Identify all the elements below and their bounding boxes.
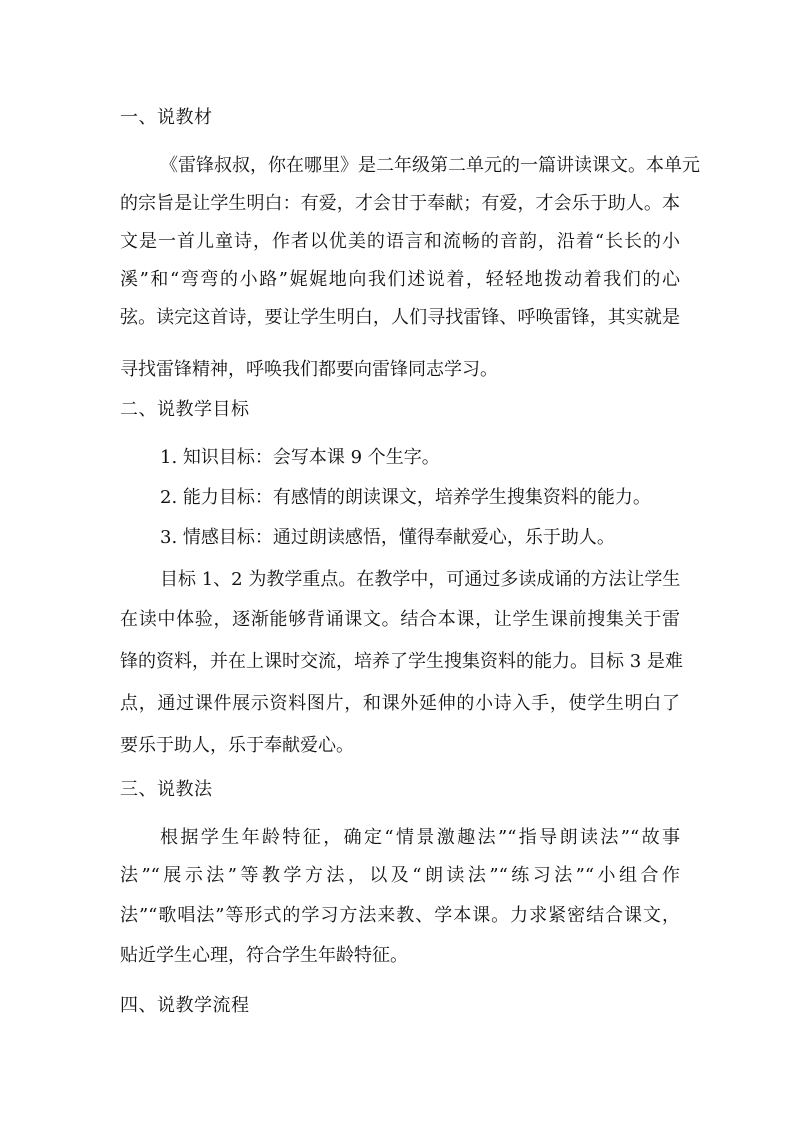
- paragraph-line: 根据学生年龄特征，确定“情景激趣法”“指导朗读法”“故事: [160, 827, 680, 848]
- paragraph-line: 溪”和“弯弯的小路”娓娓地向我们述说着，轻轻地拨动着我们的心: [120, 269, 680, 290]
- paragraph-line: 目标 1、2 为教学重点。在教学中，可通过多读成诵的方法让学生: [160, 569, 681, 590]
- paragraph-line: 法”“歌唱法”等形式的学习方法来教、学本课。力求紧密结合课文，: [120, 905, 680, 926]
- paragraph-line: 文是一首儿童诗，作者以优美的语言和流畅的音韵，沿着“长长的小: [120, 231, 680, 252]
- paragraph-line: 贴近学生心理，符合学生年龄特征。: [120, 945, 408, 966]
- paragraph-line: 寻找雷锋精神，呼唤我们都要向雷锋同志学习。: [120, 359, 498, 380]
- paragraph-line: 《雷锋叔叔，你在哪里》是二年级第二单元的一篇讲读课文。本单元: [160, 155, 700, 176]
- goal-item: 3. 情感目标：通过朗读感悟，懂得奉献爱心，乐于助人。: [160, 527, 615, 548]
- paragraph-line: 要乐于助人，乐于奉献爱心。: [120, 735, 354, 756]
- section-heading-textbook: 一、说教材: [120, 107, 213, 128]
- paragraph-line: 法”“展示法”等教学方法，以及“朗读法”“练习法”“小组合作: [120, 865, 680, 886]
- goal-item: 2. 能力目标：有感情的朗读课文，培养学生搜集资料的能力。: [160, 487, 651, 508]
- paragraph-line: 锋的资料，并在上课时交流，培养了学生搜集资料的能力。目标 3 是难: [120, 651, 683, 672]
- section-heading-goals: 二、说教学目标: [120, 399, 250, 420]
- paragraph-line: 点，通过课件展示资料图片，和课外延伸的小诗入手，使学生明白了: [120, 693, 680, 714]
- section-heading-flow: 四、说教学流程: [120, 995, 250, 1016]
- section-heading-method: 三、说教法: [120, 779, 213, 800]
- paragraph-line: 在读中体验，逐渐能够背诵课文。结合本课，让学生课前搜集关于雷: [120, 609, 680, 630]
- paragraph-line: 弦。读完这首诗，要让学生明白，人们寻找雷锋、呼唤雷锋，其实就是: [120, 307, 680, 328]
- goal-item: 1. 知识目标：会写本课 9 个生字。: [160, 447, 440, 468]
- paragraph-line: 的宗旨是让学生明白：有爱，才会甘于奉献；有爱，才会乐于助人。本: [120, 193, 680, 214]
